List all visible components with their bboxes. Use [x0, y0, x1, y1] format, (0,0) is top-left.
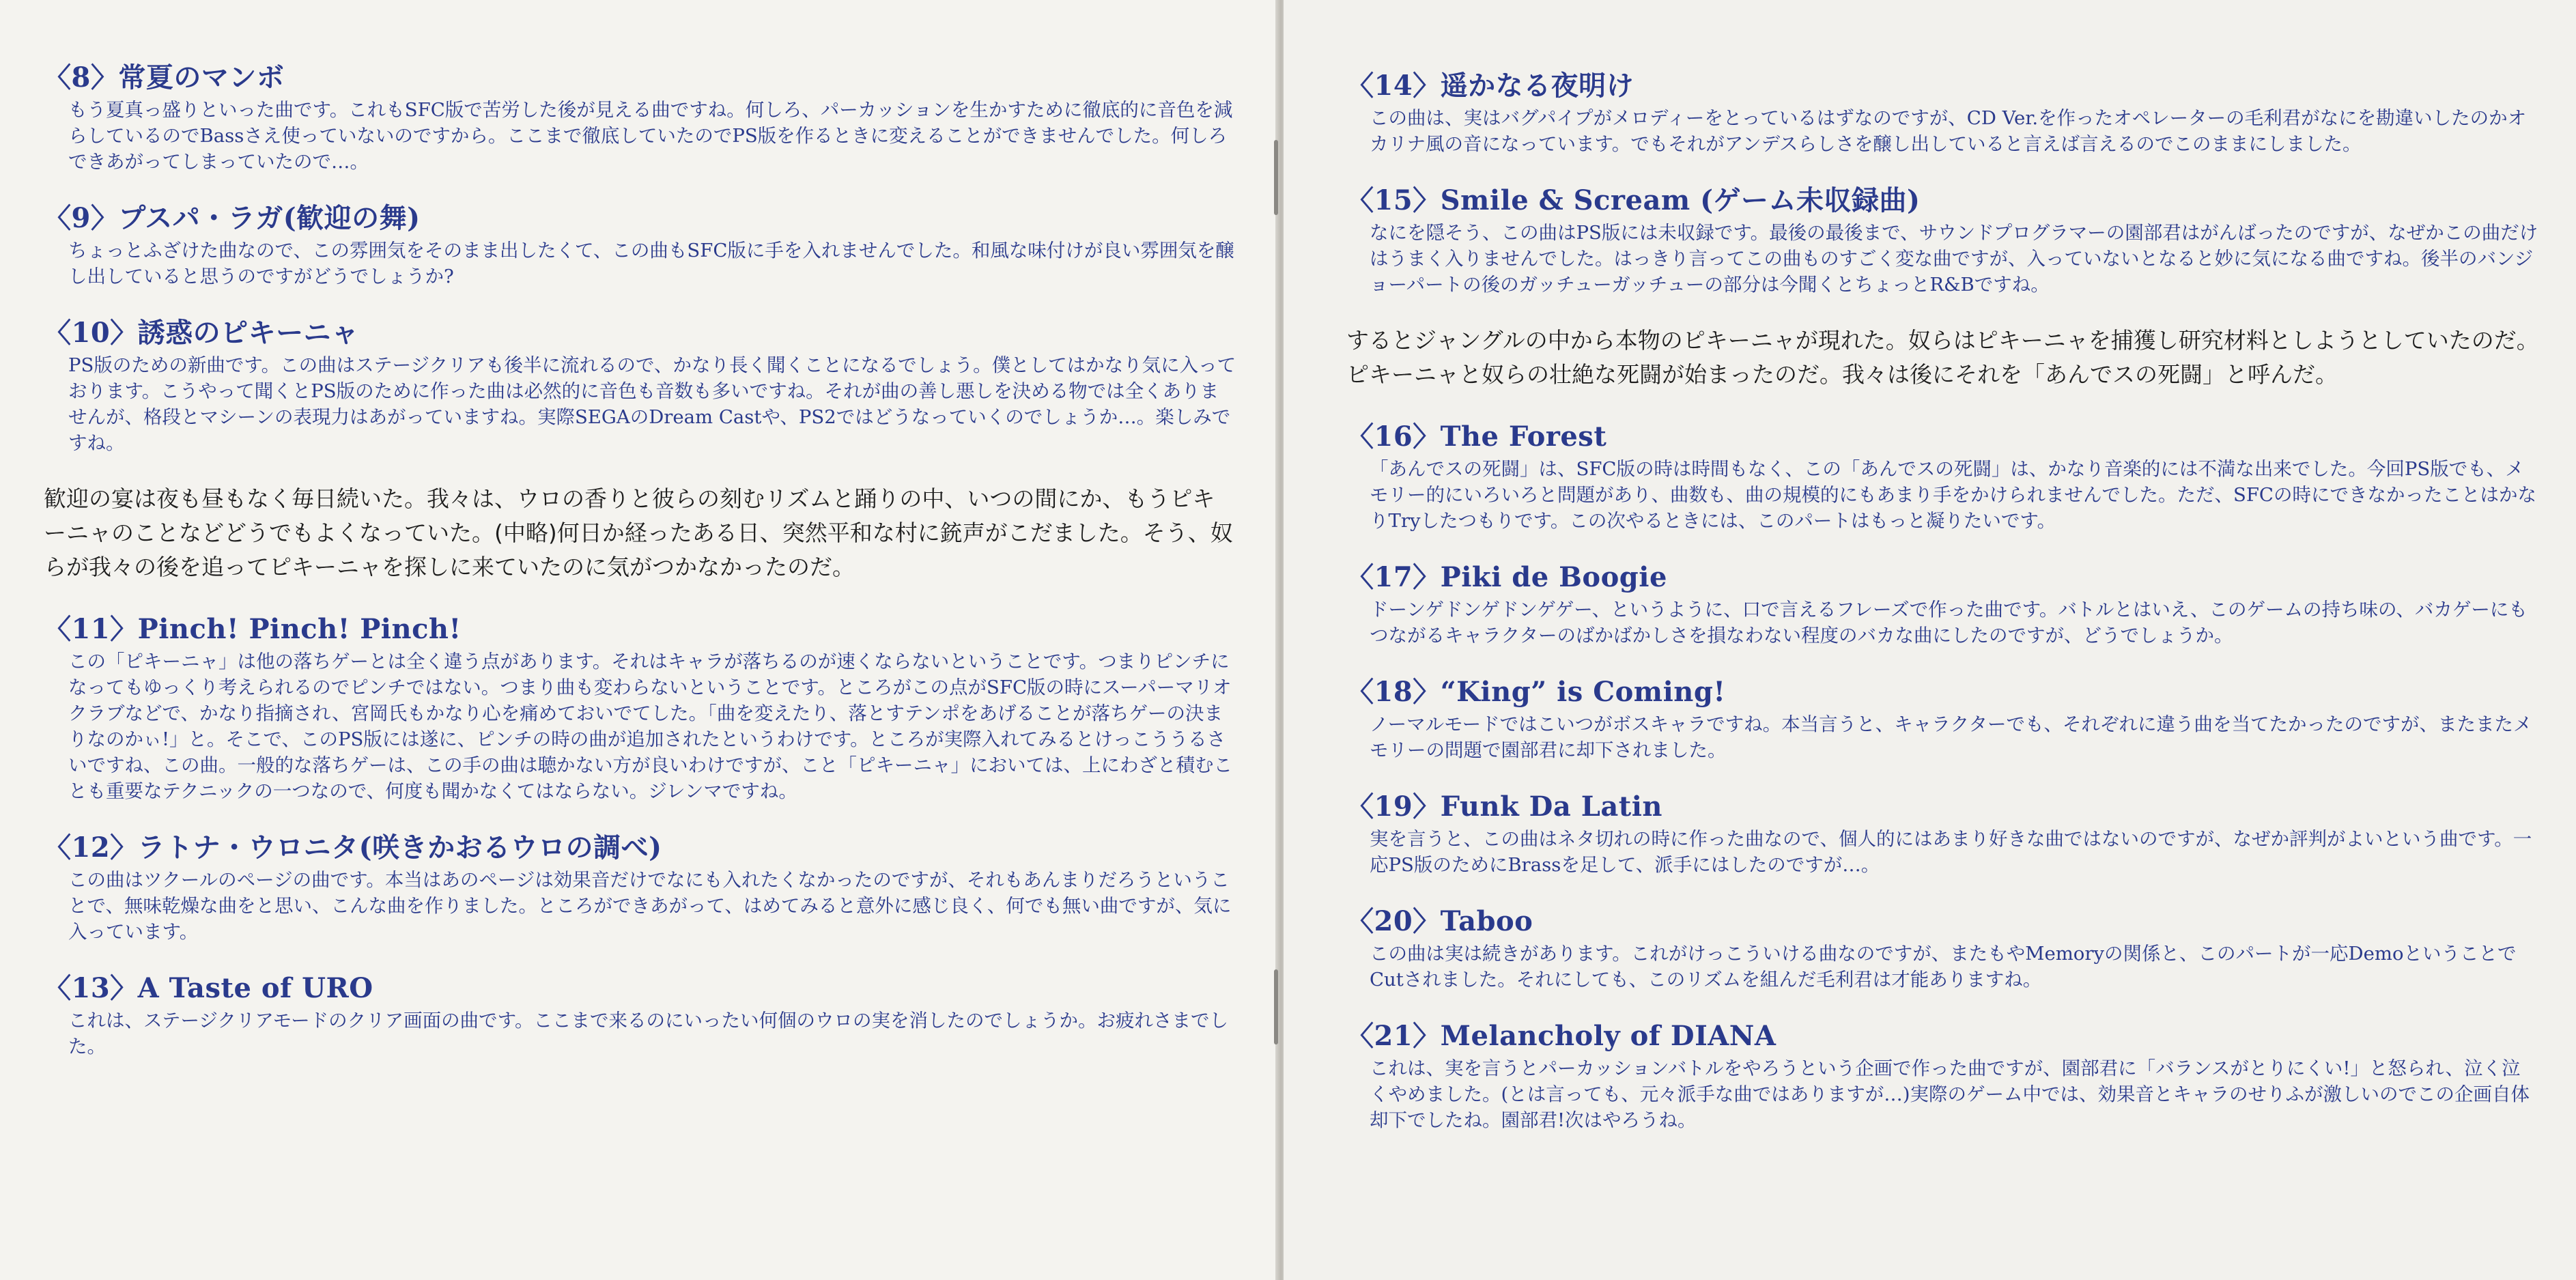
story-paragraph: 歓迎の宴は夜も昼もなく毎日続いた。我々は、ウロの香りと彼らの刻むリズムと踊りの中、いつの間にか、もうピキーニャのことなどどうでもよくなっていた。(中略)何日か経ったある日、突然平和な村に銃声がこだました。そう、奴らが我々の後を追ってピキーニャを探しに来ていたのに気がつかなかったのだ。: [44, 485, 1233, 580]
track-title: 〈19〉Funk Da Latin: [1346, 791, 1662, 823]
track-10: [44, 315, 1237, 456]
track-notes: 実を言うと、この曲はネタ切れの時に作った曲なので、個人的にはあまり好きな曲ではないのですが、なぜか評判がよいという曲です。一応PS版のためにBrassを足して、派手にはしたのですが…。: [1370, 828, 2532, 876]
track-notes: ちょっとふざけた曲なので、この雰囲気をそのまま出したくて、この曲もSFC版に手を入れませんでした。和風な味付けが良い雰囲気を醸し出していると思うのですがどうでしょうか?: [68, 240, 1234, 287]
track-title: 〈11〉Pinch! Pinch! Pinch!: [44, 613, 462, 645]
track-18: [1346, 674, 2539, 763]
track-title: 〈17〉Piki de Boogie: [1346, 561, 1667, 593]
track-notes: PS版のための新曲です。この曲はステージクリアも後半に流れるので、かなり長く聞くことになるでしょう。僕としてはかなり気に入っております。こうやって聞くとPS版のために作った曲は必然的に音色も音数も多いですね。それが曲の善し悪しを決める物では全くありませんが、格段とマシーンの表現力はあがっていますね。実際SEGAのDream Castや、PS2ではどうなっていくのでしょうか…。楽しみですね。: [68, 354, 1236, 454]
track-14: [1346, 68, 2539, 157]
track-19: [1346, 789, 2539, 878]
staple: [1274, 140, 1278, 215]
track-notes: これは、ステージクリアモードのクリア画面の曲です。ここまで来るのにいったい何個のウロの実を消したのでしょうか。お疲れさまでした。: [68, 1010, 1228, 1057]
track-title: 〈14〉遥かなる夜明け: [1346, 70, 1634, 102]
track-notes: この曲は実は続きがあります。これがけっこういける曲なのですが、またもやMemoryの関係と、このパートが一応Demoということで Cutされました。それにしても、このリズムを組んだ毛利君は才能ありますね。: [1370, 943, 2517, 991]
track-title: 〈16〉The Forest: [1346, 421, 1607, 453]
track-title: 〈20〉Taboo: [1346, 905, 1533, 937]
track-notes: なにを隠そう、この曲はPS版には未収録です。最後の最後まで、サウンドプログラマーの園部君はがんばったのですが、なぜかこの曲だけはうまく入りませんでした。はっきり言ってこの曲ものすごく変な曲ですが、入っていないとなると妙に気になる曲ですね。後半のバンジョーパートの後のガッチューガッチューの部分は今聞くとちょっとR&Bですね。: [1370, 222, 2538, 296]
track-notes: ドーンゲドンゲドンゲゲー、というように、口で言えるフレーズで作った曲です。バトルとはいえ、このゲームの持ち味の、バカゲーにもつながるキャラクターのばかばかしさを損なわない程度のバカな曲にしたのですが、どうでしょうか。: [1370, 599, 2528, 646]
right-page: [1284, 0, 2576, 1280]
track-notes: ノーマルモードではこいつがボスキャラですね。本当言うと、キャラクターでも、それぞれに違う曲を当てたかったのですが、またまたメモリーの問題で園部君に却下されました。: [1370, 713, 2532, 761]
track-title: 〈21〉Melancholy of DIANA: [1346, 1020, 1777, 1052]
track-notes: 「あんでスの死闘」は、SFC版の時は時間もなく、この「あんでスの死闘」は、かなり音楽的には不満な出来でした。今回PS版でも、メモリー的にいろいろと問題があり、曲数も、曲の規模的にもあまり手をかけられませんでした。ただ、SFCの時にできなかったことはかなりTryしたつもりです。この次やるときには、このパートはもっと凝りたいです。: [1370, 458, 2536, 532]
track-15: [1346, 183, 2539, 298]
track-title: 〈12〉ラトナ・ウロニタ(咲きかおるウロの調べ): [44, 831, 662, 864]
track-11: [44, 612, 1237, 804]
story-paragraph: するとジャングルの中から本物のピキーニャが現れた。奴らはピキーニャを捕獲し研究材料としようとしていたのだ。ピキーニャと奴らの壮絶な死闘が始まったのだ。我々は後にそれを「あんでスの死闘」と呼んだ。: [1346, 327, 2539, 388]
track-21: [1346, 1019, 2539, 1133]
track-title: 〈18〉“King” is Coming!: [1346, 676, 1726, 708]
track-notes: この曲は、実はバグパイプがメロディーをとっているはずなのですが、CD Ver.を作ったオペレーターの毛利君がなにを勘違いしたのかオカリナ風の音になっています。でもそれがアンデスらしさを醸し出していると言えば言えるのでこのままにしました。: [1370, 107, 2527, 155]
track-title: 〈8〉常夏のマンボ: [44, 61, 285, 94]
track-title: 〈13〉A Taste of URO: [44, 972, 373, 1004]
track-title: 〈15〉Smile & Scream (ゲーム未収録曲): [1346, 184, 1921, 216]
track-16: [1346, 419, 2539, 534]
left-page: [0, 0, 1278, 1280]
track-17: [1346, 560, 2539, 649]
track-notes: この曲はツクールのページの曲です。本当はあのページは効果音だけでなにも入れたくなかったのですが、それもあんまりだろうということで、無味乾燥な曲をと思い、こんな曲を作りました。ところができあがって、はめてみると意外に感じ良く、何でも無い曲ですが、気に入っています。: [68, 869, 1232, 943]
track-9: [44, 201, 1237, 289]
track-title: 〈10〉誘惑のピキーニャ: [44, 317, 359, 349]
track-notes: もう夏真っ盛りといった曲です。これもSFC版で苦労した後が見える曲ですね。何しろ、パーカッションを生かすために徹底的に音色を減らしているのでBassさえ使っていないのですから。ここまで徹底していたのでPS版を作るときに変えることができませんでした。何しろできあがってしまっていたので…。: [68, 99, 1233, 173]
track-notes: これは、実を言うとパーカッションバトルをやろうという企画で作った曲ですが、園部君に「バランスがとりにくい!」と怒られ、泣く泣くやめました。(とは言っても、元々派手な曲ではありますが…)実際のゲーム中では、効果音とキャラのせりふが激しいのでこの企画自体却下でしたね。園部君!次はやろうね。: [1370, 1057, 2530, 1131]
staple: [1274, 969, 1278, 1044]
track-title: 〈9〉プスパ・ラガ(歓迎の舞): [44, 202, 421, 234]
track-8: [44, 60, 1237, 175]
track-13: [44, 971, 1237, 1059]
track-12: [44, 830, 1237, 945]
track-notes: この「ピキーニャ」は他の落ちゲーとは全く違う点があります。それはキャラが落ちるのが速くならないということです。つまりピンチになってもゆっくり考えられるのでピンチではない。つまり曲も変わらないということです。ところがこの点がSFC版の時にスーパーマリオクラブなどで、かなり指摘され、宮岡氏もかなり心を痛めておいでてした。「曲を変えたり、落とすテンポをあげることが落ちゲーの決まりなのかぃ!」と。そこで、このPS版には遂に、ピンチの時の曲が追加されたというわけです。ところが実際入れてみるとけっこううるさいですね、この曲。一般的な落ちゲーは、この手の曲は聴かない方が良いわけですが、こと「ピキーニャ」においては、上にわざと積むことも重要なテクニックの一つなので、何度も聞かなくてはならない。ジレンマですね。: [68, 651, 1232, 802]
track-20: [1346, 904, 2539, 993]
